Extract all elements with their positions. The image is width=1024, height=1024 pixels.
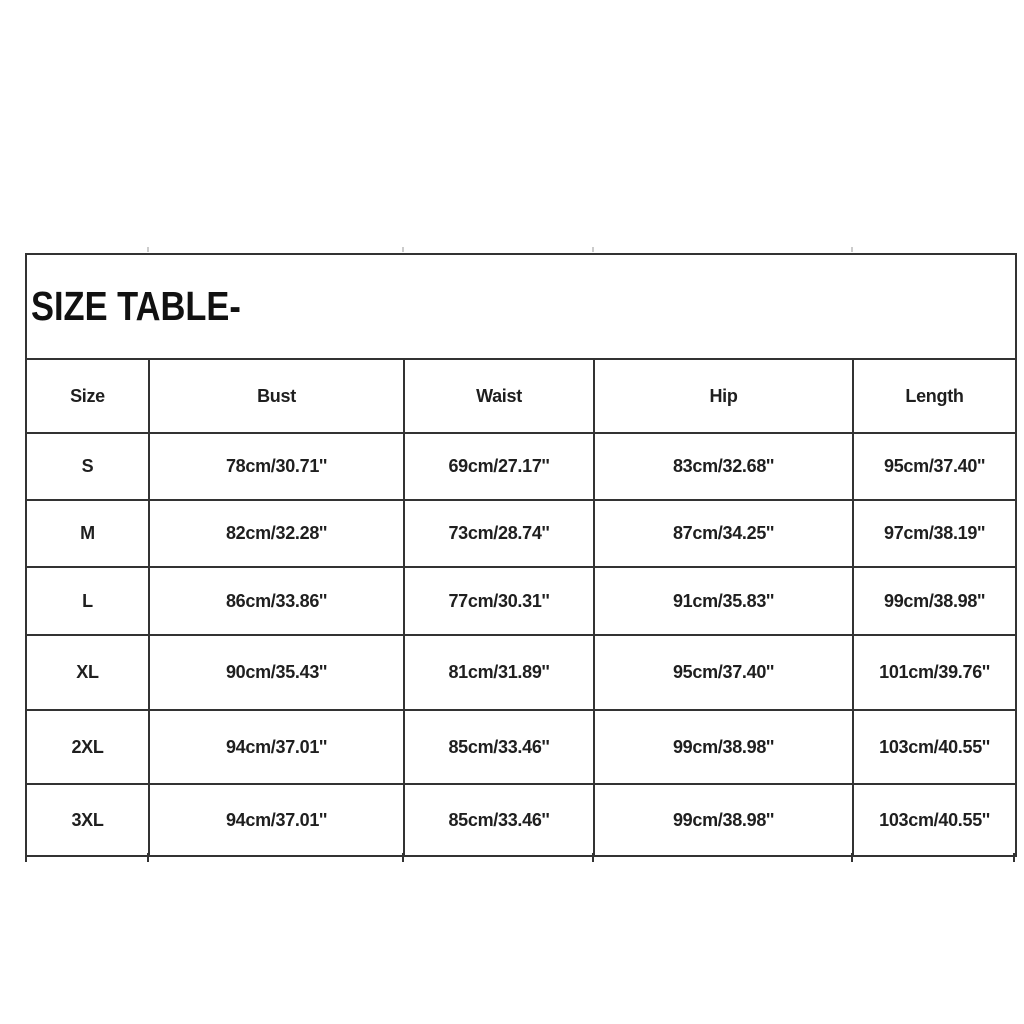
table-row-s <box>26 433 1016 500</box>
cell-length: 97cm/38.19'' <box>853 500 1016 567</box>
cell-waist: 85cm/33.46'' <box>404 710 594 784</box>
table-row-2xl <box>26 710 1016 784</box>
cell-waist: 69cm/27.17'' <box>404 433 594 500</box>
size-table <box>25 253 1017 857</box>
border-stub-artifact <box>147 853 149 862</box>
cell-hip: 91cm/35.83'' <box>594 567 853 635</box>
border-stub-artifact <box>592 853 594 862</box>
cell-waist: 77cm/30.31'' <box>404 567 594 635</box>
cell-size: XL <box>26 635 149 710</box>
cell-bust: 94cm/37.01'' <box>149 710 404 784</box>
cell-size: M <box>26 500 149 567</box>
column-header-size: Size <box>26 359 149 433</box>
column-header-hip: Hip <box>594 359 853 433</box>
border-stub-artifact <box>25 853 27 862</box>
cell-waist: 81cm/31.89'' <box>404 635 594 710</box>
cell-hip: 95cm/37.40'' <box>594 635 853 710</box>
cell-bust: 78cm/30.71'' <box>149 433 404 500</box>
cell-bust: 82cm/32.28'' <box>149 500 404 567</box>
cell-hip: 99cm/38.98'' <box>594 710 853 784</box>
cell-length: 99cm/38.98'' <box>853 567 1016 635</box>
cell-waist: 73cm/28.74'' <box>404 500 594 567</box>
border-stub-artifact <box>402 247 404 252</box>
border-stub-artifact <box>402 853 404 862</box>
column-header-length: Length <box>853 359 1016 433</box>
cell-length: 103cm/40.55'' <box>853 784 1016 856</box>
cell-bust: 86cm/33.86'' <box>149 567 404 635</box>
cell-size: L <box>26 567 149 635</box>
cell-size: 2XL <box>26 710 149 784</box>
border-stub-artifact <box>1013 853 1015 862</box>
cell-length: 103cm/40.55'' <box>853 710 1016 784</box>
size-table-title-cell <box>26 254 1016 359</box>
size-table-container <box>25 253 1015 857</box>
cell-bust: 90cm/35.43'' <box>149 635 404 710</box>
cell-size: S <box>26 433 149 500</box>
cell-size: 3XL <box>26 784 149 856</box>
column-header-waist: Waist <box>404 359 594 433</box>
cell-hip: 99cm/38.98'' <box>594 784 853 856</box>
size-table-title: SIZE TABLE- <box>31 283 241 329</box>
header-row <box>26 359 1016 433</box>
cell-length: 95cm/37.40'' <box>853 433 1016 500</box>
table-row-3xl <box>26 784 1016 856</box>
cell-hip: 87cm/34.25'' <box>594 500 853 567</box>
table-row-m <box>26 500 1016 567</box>
table-row-l <box>26 567 1016 635</box>
border-stub-artifact <box>592 247 594 252</box>
cell-waist: 85cm/33.46'' <box>404 784 594 856</box>
border-stub-artifact <box>851 853 853 862</box>
border-stub-artifact <box>147 247 149 252</box>
table-row-xl <box>26 635 1016 710</box>
cell-hip: 83cm/32.68'' <box>594 433 853 500</box>
cell-bust: 94cm/37.01'' <box>149 784 404 856</box>
column-header-bust: Bust <box>149 359 404 433</box>
cell-length: 101cm/39.76'' <box>853 635 1016 710</box>
title-row <box>26 254 1016 359</box>
border-stub-artifact <box>851 247 853 252</box>
